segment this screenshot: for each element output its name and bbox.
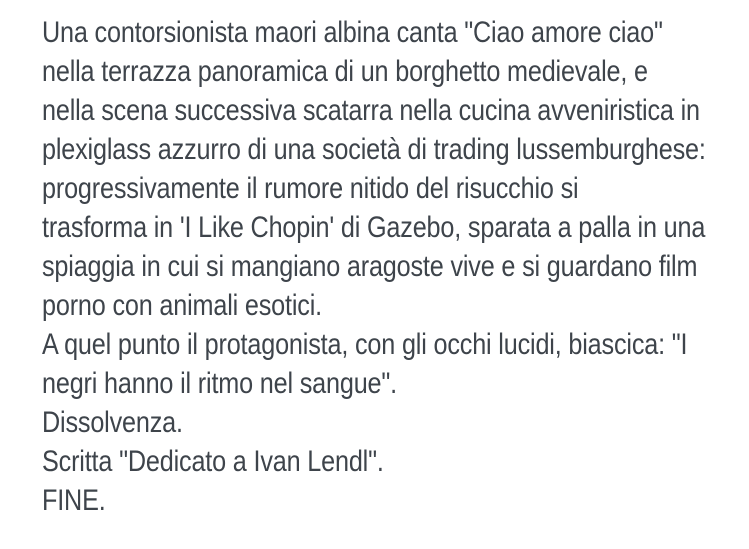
text-line: Scritta "Dedicato a Ivan Lendl". bbox=[42, 445, 384, 478]
text-line: plexiglass azzurro di una società di trading lussemburghese: bbox=[42, 133, 706, 166]
text-line: Dissolvenza. bbox=[42, 406, 183, 439]
text-line: Una contorsionista maori albina canta "Ciao amore ciao" bbox=[42, 16, 663, 49]
text-line: nella terrazza panoramica di un borghetto medievale, e bbox=[42, 55, 648, 88]
text-line: negri hanno il ritmo nel sangue". bbox=[42, 367, 398, 400]
text-line: progressivamente il rumore nitido del risucchio si bbox=[42, 172, 579, 205]
text-line: nella scena successiva scatarra nella cucina avveniristica in bbox=[42, 94, 700, 127]
text-line: A quel punto il protagonista, con gli occhi lucidi, biascica: "I bbox=[42, 328, 688, 361]
text-line: FINE. bbox=[42, 484, 106, 517]
text-line: porno con animali esotici. bbox=[42, 289, 322, 322]
text-line: spiaggia in cui si mangiano aragoste vive e si guardano film bbox=[42, 250, 698, 283]
text-line: trasforma in 'I Like Chopin' di Gazebo, sparata a palla in una bbox=[42, 211, 706, 244]
